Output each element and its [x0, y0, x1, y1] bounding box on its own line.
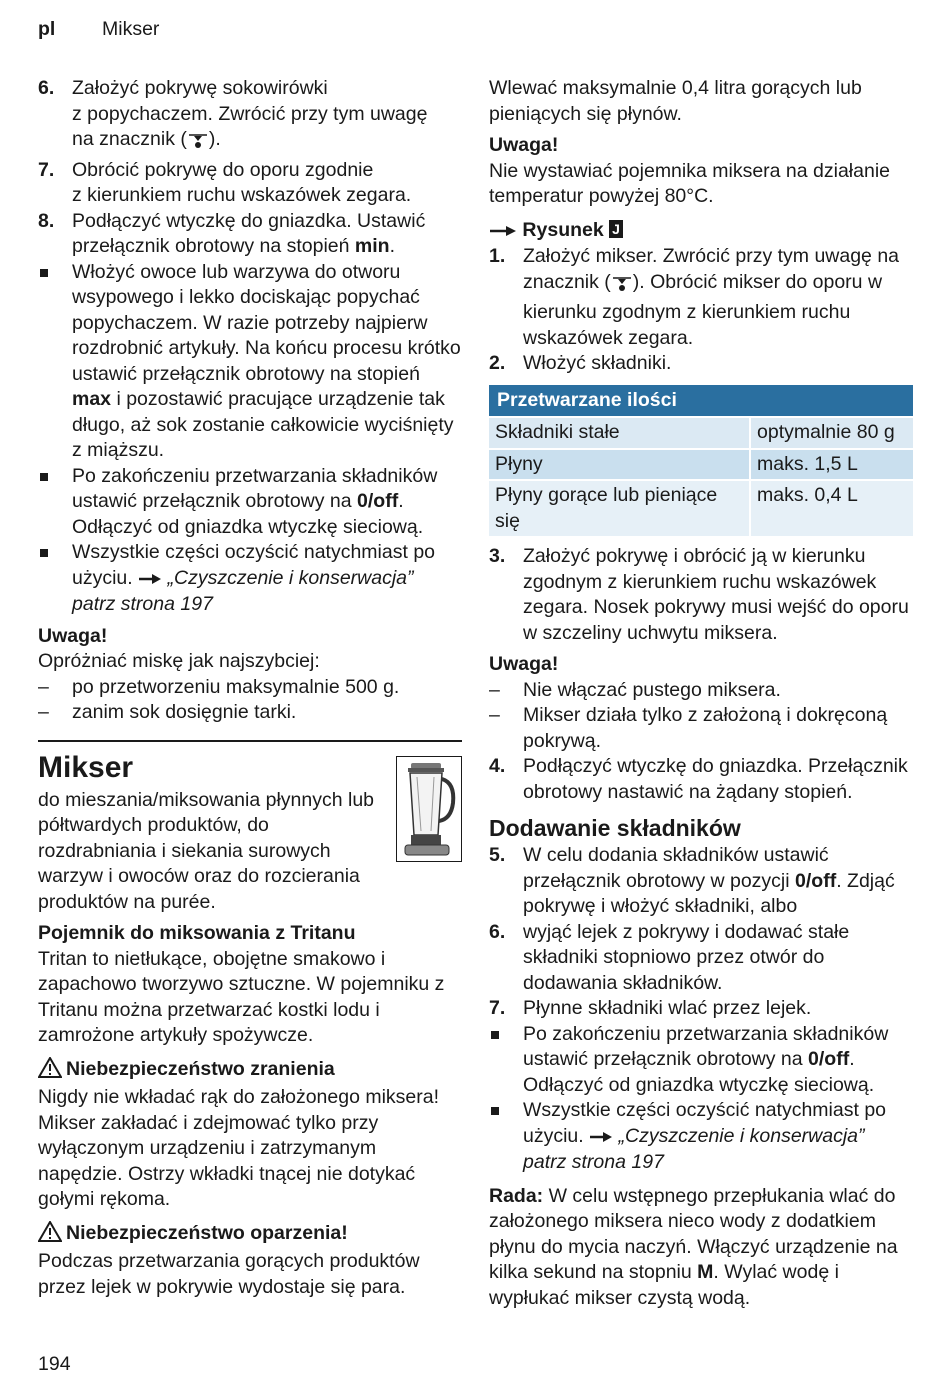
tritan-title: Pojemnik do miksowania z Tritanu — [38, 922, 356, 944]
bullet-insert-fruit: Włożyć owoce lub warzywa do otworu wsypowego i lekko dociskając popychać popychaczem. W razie potrzeby najpierw rozdrobnić artykuły. Na końcu procesu krótko ustawić przełącznik obrotowy na stopień max i pozostawić pracujące urządzenie tak długo, aż sok zostanie całkowicie wyciśnięty z miąższu. — [38, 260, 462, 464]
intro-text: do mieszania/miksowania płynnych lub półtwardych produktów, do rozdrabniania i siekania surowych warzyw i owoców oraz do rozcierania produktów na purée. — [38, 788, 375, 913]
step-8: 8. Podłączyć wtyczkę do gniazdka. Ustawić przełącznik obrotowy na stopień min. — [38, 209, 426, 257]
subsection-title: Dodawanie składników — [489, 815, 741, 841]
note-text: Opróżniać miskę jak najszybciej: — [38, 650, 320, 672]
mixer-intro — [38, 748, 462, 916]
note-title: Uwaga! — [489, 653, 559, 675]
step-6 — [38, 76, 462, 158]
dash-item: – po przetworzeniu maksymalnie 500 g. — [38, 675, 400, 698]
bullet-switch-off: Po zakończeniu przetwarzania składników ustawić przełącznik obrotowy na 0/off. Odłączyć od gniazdka wtyczkę sieciową. — [489, 1022, 913, 1099]
section-title: Mikser — [38, 750, 134, 784]
table-cell: maks. 1,5 L — [750, 449, 913, 481]
bullet-cleaning: Wszystkie części oczyścić natychmiast po użyciu. „Czyszczenie i konserwacja” patrz strona 197 — [489, 1098, 913, 1176]
page-header — [38, 17, 159, 43]
step-number: 3. — [489, 545, 506, 567]
step-7-right: 7. Płynne składniki wlać przez lejek. — [489, 996, 913, 1022]
step-7 — [38, 158, 462, 209]
table-row — [489, 449, 913, 481]
setting-m: M — [697, 1261, 714, 1283]
warning-triangle-icon — [38, 1057, 62, 1086]
step-text: z popychaczem. Zwrócić przy tym uwagę — [72, 102, 428, 125]
setting-off: 0/off — [357, 490, 399, 512]
warning-burn-text: Podczas przetwarzania gorących produktów przez lejek w pokrywie wydostaje się para. — [38, 1250, 420, 1298]
table-cell: Płyny gorące lub pieniące się — [489, 480, 750, 536]
cleaning-reference-link[interactable]: „Czyszczenie i konserwacja” patrz strona 197 — [72, 566, 414, 615]
right-column — [489, 76, 913, 1311]
setting-off: 0/off — [795, 869, 837, 892]
step-number: 2. — [489, 352, 506, 374]
step-text: Podłączyć wtyczkę do gniazdka. Ustawić przełącznik obrotowy na stopień — [72, 209, 426, 257]
arrow-right-icon — [589, 1125, 613, 1151]
setting-off: 0/off — [808, 1048, 850, 1070]
step-number: 6. — [38, 77, 55, 99]
step-number: 5. — [489, 844, 506, 866]
step-6-right: 6. wyjąć lejek z pokrywy i dodawać stałe składniki stopniowo przez otwór do dodawania składników. — [489, 920, 850, 994]
figure-badge: J — [609, 220, 623, 238]
bullet-square — [40, 269, 48, 277]
dash-item: – Mikser działa tylko z założoną i dokręconą pokrywą. — [489, 704, 888, 752]
table-header: Przetwarzane ilości — [489, 385, 913, 418]
quantity-table — [489, 385, 913, 537]
step-number: 7. — [38, 158, 55, 181]
bullet-square — [491, 1031, 499, 1039]
arrow-right-icon — [138, 567, 162, 593]
setting-max: max — [72, 388, 112, 410]
hot-liquid-text: Wlewać maksymalnie 0,4 litra gorących lub pieniących się płynów. — [489, 77, 862, 125]
step-number: 7. — [489, 997, 506, 1019]
section-divider — [38, 740, 462, 742]
warning-injury-title: Niebezpieczeństwo zranienia — [38, 1057, 462, 1086]
left-column — [38, 76, 462, 1300]
tritan-text: Tritan to nietłukące, obojętne smakowo i zapachowo tworzywo sztuczne. W pojemniku z Tritanu można przetwarzać kostki lodu i zamrożone artykuły spożywcze. — [38, 947, 445, 1046]
dash-item: – Nie włączać pustego miksera. — [489, 678, 781, 701]
bullet-square — [40, 549, 48, 557]
warning-injury-text: Nigdy nie wkładać rąk do założonego miksera! Mikser zakładać i zdejmować tylko przy wyłączonym urządzeniu i zatrzymanym napędzie. Ostrzy wkładki tnącej nie dotykać gołymi rękoma. — [38, 1086, 440, 1210]
page-number: 194 — [38, 1353, 71, 1375]
tip-paragraph: Rada: W celu wstępnego przepłukania wlać do założonego miksera nieco wody z dodatkiem płynu do mycia naczyń. Włączyć urządzenie na kilka sekund na stopniu M. Wylać wodę i wypłukać mikser czystą wodą. — [489, 1184, 898, 1309]
warning-burn-title: Niebezpieczeństwo oparzenia! — [38, 1221, 462, 1250]
step-1: 1. Założyć mikser. Zwrócić przy tym uwagę na znacznik ( ). Obrócić mikser do oporu w kierunku zgodnym z kierunkiem ruchu wskazówek zegara. — [489, 245, 900, 349]
table-row — [489, 480, 913, 536]
language-code: pl — [38, 18, 56, 40]
step-text: na znacznik ( ). — [72, 127, 462, 158]
blender-jug-image — [396, 756, 462, 862]
note-title: Uwaga! — [38, 624, 108, 647]
alignment-marker-icon — [187, 132, 209, 158]
note-text: Nie wystawiać pojemnika miksera na działanie temperatur powyżej 80°C. — [489, 159, 891, 207]
cleaning-reference-link[interactable]: „Czyszczenie i konserwacja” patrz strona 197 — [523, 1124, 865, 1173]
step-3: 3. Założyć pokrywę i obrócić ją w kierunku zgodnym z kierunkiem ruchu wskazówek zegara. Nosek pokrywy musi wejść do oporu w szczeliny uchwytu miksera. — [489, 545, 909, 644]
bullet-cleaning: Wszystkie części oczyścić natychmiast po użyciu. „Czyszczenie i konserwacja” patrz strona 197 — [38, 540, 462, 618]
warning-triangle-icon — [38, 1221, 62, 1250]
dash-item: – zanim sok dosięgnie tarki. — [38, 701, 297, 723]
step-text: Założyć pokrywę sokowirówki — [72, 77, 328, 99]
note-title: Uwaga! — [489, 134, 559, 156]
table-cell: optymalnie 80 g — [750, 417, 913, 449]
step-number: 1. — [489, 245, 506, 267]
alignment-marker-icon — [611, 275, 633, 301]
step-text: z kierunkiem ruchu wskazówek zegara. — [72, 184, 412, 206]
table-cell: Płyny — [489, 449, 750, 481]
step-number: 8. — [38, 209, 55, 232]
step-2: 2. Włożyć składniki. — [489, 351, 913, 377]
bullet-square — [491, 1107, 499, 1115]
table-row — [489, 417, 913, 449]
step-text: Obrócić pokrywę do oporu zgodnie — [72, 158, 374, 181]
header-title: Mikser — [102, 18, 160, 40]
tip-label: Rada: — [489, 1184, 544, 1207]
step-5: 5. W celu dodania składników ustawić przełącznik obrotowy w pozycji 0/off. Zdjąć pokrywę i włożyć składniki, albo — [489, 844, 895, 917]
arrow-right-icon — [489, 219, 517, 245]
step-4: 4. Podłączyć wtyczkę do gniazdka. Przełącznik obrotowy nastawić na żądany stopień. — [489, 755, 908, 803]
figure-reference: Rysunek J — [489, 218, 913, 245]
table-cell: maks. 0,4 L — [750, 480, 913, 536]
bullet-square — [40, 473, 48, 481]
step-number: 6. — [489, 920, 506, 943]
bullet-switch-off: Po zakończeniu przetwarzania składników ustawić przełącznik obrotowy na 0/off. Odłączyć od gniazdka wtyczkę sieciową. — [38, 464, 462, 541]
setting-min: min — [354, 235, 390, 257]
step-number: 4. — [489, 755, 506, 777]
table-cell: Składniki stałe — [489, 417, 750, 449]
